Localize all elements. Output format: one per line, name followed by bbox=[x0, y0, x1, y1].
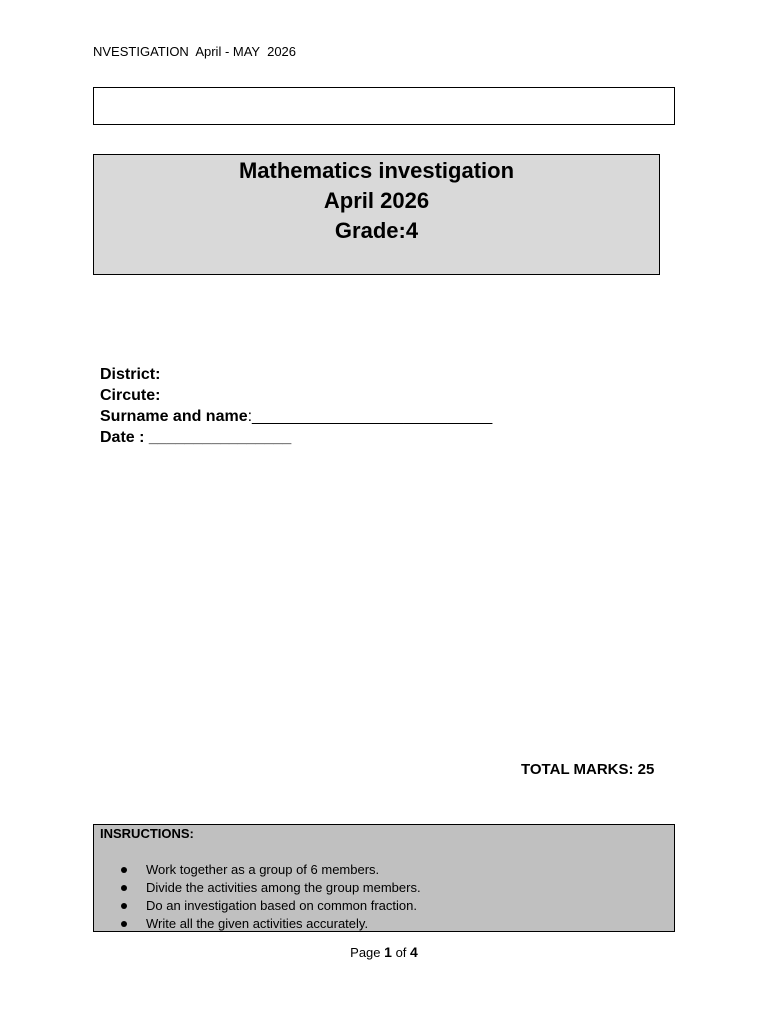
page-word: Page bbox=[350, 945, 381, 960]
of-word: of bbox=[395, 945, 407, 960]
page-footer bbox=[0, 944, 768, 960]
surname-blank: :___________________________ bbox=[247, 408, 493, 425]
title-subject: Mathematics investigation bbox=[238, 158, 515, 183]
list-item: Write all the given activities accurately. bbox=[146, 915, 421, 933]
date-label: Date : ________________ bbox=[100, 429, 292, 446]
instructions-title: INSRUCTIONS: bbox=[100, 826, 194, 841]
title-box bbox=[93, 154, 660, 275]
instructions-list bbox=[146, 861, 421, 933]
list-item: Work together as a group of 6 members. bbox=[146, 861, 421, 879]
title-grade: Grade:4 bbox=[334, 218, 419, 243]
blank-box bbox=[93, 87, 675, 125]
surname-label: Surname and name bbox=[100, 408, 248, 425]
page-current: 1 bbox=[384, 944, 392, 960]
list-item: Do an investigation based on common fraction. bbox=[146, 897, 421, 915]
learner-info bbox=[100, 364, 492, 448]
district-label: District: bbox=[100, 366, 161, 383]
document-header: NVESTIGATION April - MAY 2026 bbox=[93, 44, 297, 59]
total-marks: TOTAL MARKS: 25 bbox=[521, 761, 655, 778]
title-date: April 2026 bbox=[323, 188, 430, 213]
page-total: 4 bbox=[410, 944, 418, 960]
surname-line bbox=[100, 406, 492, 427]
circuit-label: Circute: bbox=[100, 387, 161, 404]
list-item: Divide the activities among the group members. bbox=[146, 880, 421, 895]
instructions-box bbox=[93, 824, 675, 932]
